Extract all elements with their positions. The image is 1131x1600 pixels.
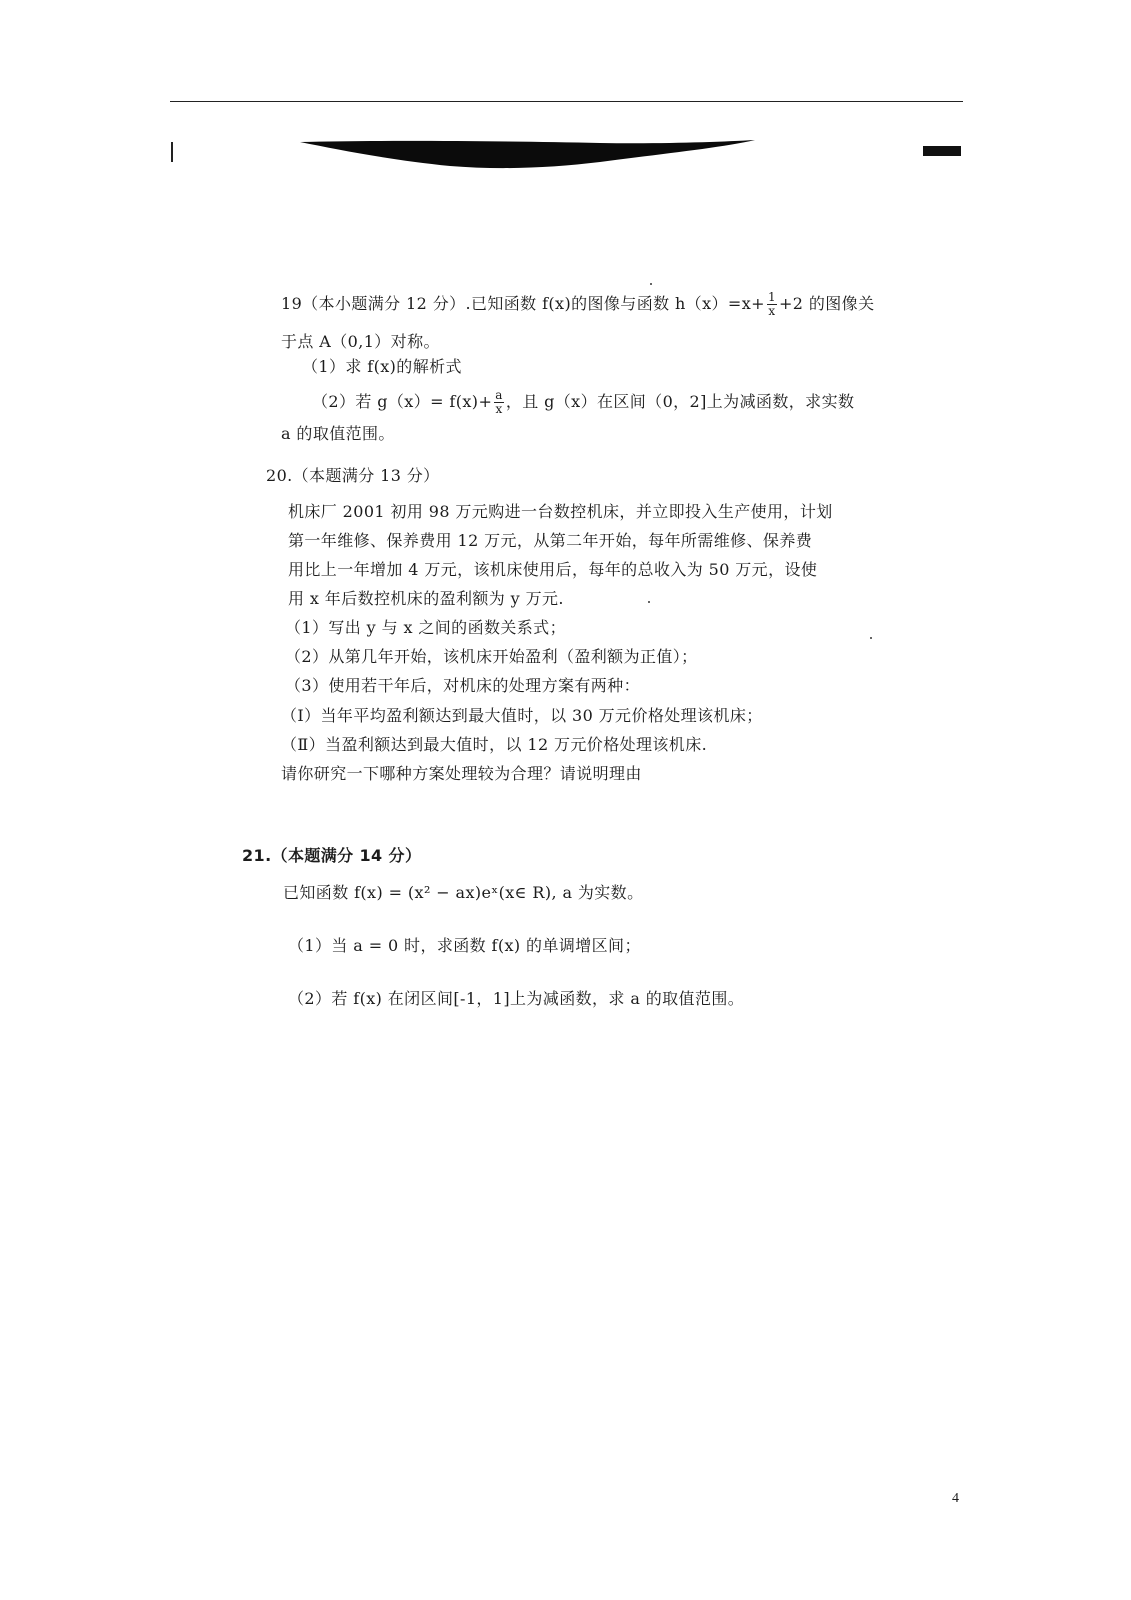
q20-body-line: 第一年维修、保养费用 12 万元，从第二年开始，每年所需维修、保养费 (288, 531, 813, 550)
scan-speck (870, 637, 872, 639)
q19-part2-tail: ，且 g（x）在区间（0，2]上为减函数，求实数 (505, 392, 855, 411)
page-number: 4 (952, 1491, 959, 1506)
q20-item: 请你研究一下哪种方案处理较为合理？请说明理由 (281, 764, 642, 783)
q19-line2: 于点 A（0,1）对称。 (281, 332, 440, 351)
q19-part1: （1）求 f(x)的解析式 (302, 357, 462, 376)
q21-part1: （1）当 a = 0 时，求函数 f(x) 的单调增区间； (288, 936, 641, 955)
q20-title: 20.（本题满分 13 分） (266, 466, 440, 485)
q20-item: （3）使用若干年后，对机床的处理方案有两种： (285, 676, 640, 695)
scan-mark-left (171, 142, 173, 162)
q19-head-tail: +2 的图像关 (779, 294, 875, 313)
q19-part2-line2: a 的取值范围。 (281, 424, 395, 443)
scan-smear (300, 140, 755, 170)
q20-body-line: 机床厂 2001 初用 98 万元购进一台数控机床，并立即投入生产使用，计划 (288, 502, 833, 521)
scan-mark-right (923, 146, 961, 156)
q19-head: 19（本小题满分 12 分）.已知函数 f(x)的图像与函数 h（x）=x+ (281, 294, 765, 313)
q19-part2-line (312, 389, 854, 416)
q21-part2: （2）若 f(x) 在闭区间[-1，1]上为减函数，求 a 的取值范围。 (288, 989, 745, 1008)
q19-head-line (281, 291, 874, 318)
q20-body-line: 用比上一年增加 4 万元，该机床使用后，每年的总收入为 50 万元，设使 (288, 560, 818, 579)
q21-title: 21.（本题满分 14 分） (242, 846, 422, 865)
q20-item: （Ⅰ）当年平均盈利额达到最大值时，以 30 万元价格处理该机床； (281, 706, 763, 725)
header-rule (170, 101, 963, 102)
fraction-a-over-x: $\frac{a}{x}$ (495, 388, 503, 416)
q21-stem: 已知函数 f(x) = (x² − ax)eˣ(x∈ R), a 为实数。 (283, 883, 644, 902)
fraction-one-over-x: $\frac{1}{x}$ (767, 290, 776, 318)
scan-speck (648, 601, 650, 603)
scan-speck (650, 283, 652, 285)
q20-item: （Ⅱ）当盈利额达到最大值时，以 12 万元价格处理该机床. (281, 735, 708, 754)
q20-body-line: 用 x 年后数控机床的盈利额为 y 万元. (288, 589, 564, 608)
q19-part2-head: （2）若 g（x）= f(x)+ (312, 392, 493, 411)
q20-item: （1）写出 y 与 x 之间的函数关系式； (285, 618, 566, 637)
q20-item: （2）从第几年开始，该机床开始盈利（盈利额为正值）； (285, 647, 698, 666)
